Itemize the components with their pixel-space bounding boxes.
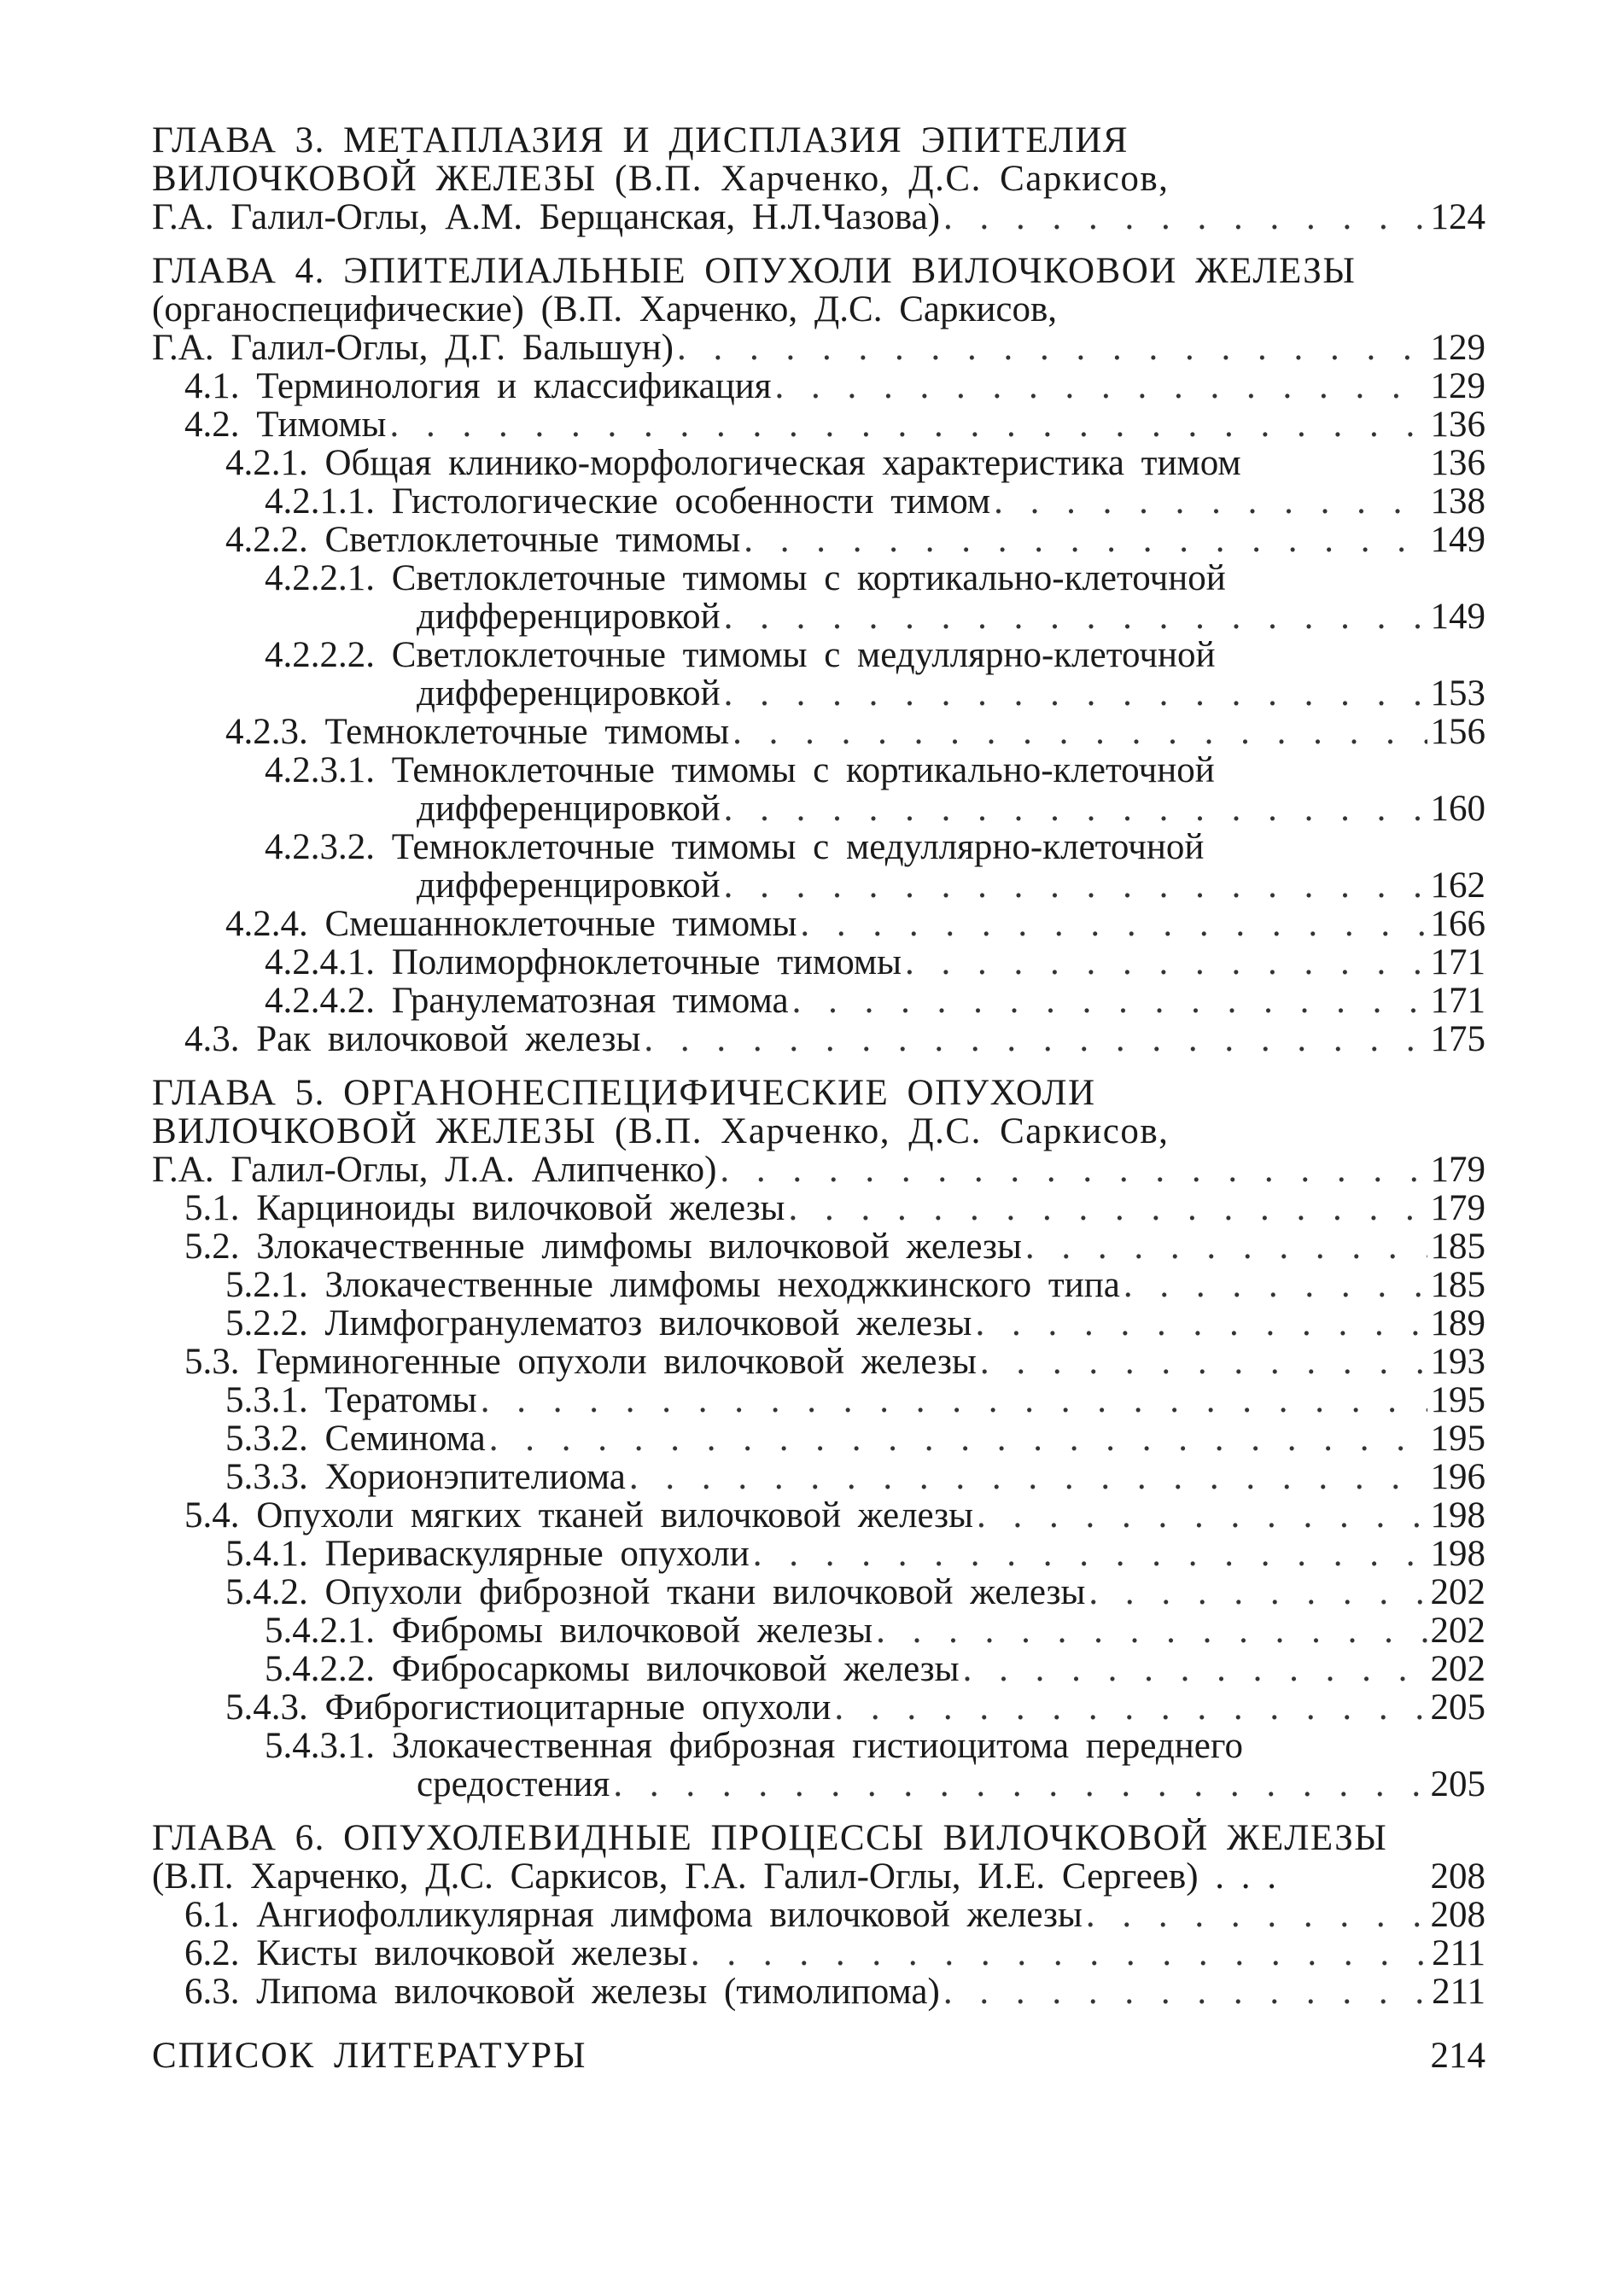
toc-entry-4-2-1 bbox=[152, 444, 1485, 482]
chapter-5-title-line-1: ГЛАВА 5. ОРГАНОНЕСПЕЦИФИЧЕСКИЕ ОПУХОЛИ bbox=[152, 1073, 1096, 1113]
toc-entry-page: 171 bbox=[1430, 981, 1485, 1021]
dot-leader bbox=[626, 1458, 1427, 1496]
dot-leader bbox=[721, 674, 1427, 713]
chapter-5-authors: Г.А. Галил-Оглы, Л.А. Алипченко) bbox=[152, 1150, 717, 1190]
toc-entry-4-2-2-1 bbox=[152, 597, 1485, 636]
toc-entry-4-2-2-2-text: 4.2.2.2. Светлоклеточные тимомы с медуллярно-клеточной bbox=[265, 635, 1216, 675]
chapter-6-title-line-1: ГЛАВА 6. ОПУХОЛЕВИДНЫЕ ПРОЦЕССЫ ВИЛОЧКОВОЙ ЖЕЛЕЗЫ bbox=[152, 1818, 1388, 1858]
table-of-contents bbox=[152, 121, 1485, 2075]
toc-entry-page: 196 bbox=[1430, 1457, 1485, 1497]
dot-leader bbox=[1120, 1266, 1427, 1304]
toc-entry-6-1 bbox=[152, 1896, 1485, 1934]
toc-entry-page: 136 bbox=[1430, 443, 1485, 483]
dot-leader bbox=[785, 1189, 1427, 1227]
toc-entry-5-4-1 bbox=[152, 1535, 1485, 1573]
chapter-4-page-number: 129 bbox=[1430, 328, 1485, 368]
dot-leader bbox=[750, 1535, 1427, 1573]
chapter-4-authors-line bbox=[152, 329, 1485, 367]
toc-entry-5-3-3 bbox=[152, 1458, 1485, 1496]
toc-entry-page: 202 bbox=[1430, 1611, 1485, 1651]
dot-leader bbox=[797, 905, 1427, 943]
toc-entry-page: 175 bbox=[1430, 1019, 1485, 1059]
toc-entry-5-3 bbox=[152, 1343, 1485, 1381]
toc-entry-continuation: средостения bbox=[417, 1764, 610, 1804]
toc-entry-page: 193 bbox=[1430, 1342, 1485, 1382]
toc-entry-page: 208 bbox=[1430, 1895, 1485, 1935]
chapter-3-title-line-1: ГЛАВА 3. МЕТАПЛАЗИЯ И ДИСПЛАЗИЯ ЭПИТЕЛИЯ bbox=[152, 120, 1129, 160]
chapter-5-title-line-2: ВИЛОЧКОВОЙ ЖЕЛЕЗЫ (В.П. Харченко, Д.С. Саркисов, bbox=[152, 1111, 1170, 1151]
toc-entry-5-1 bbox=[152, 1189, 1485, 1227]
chapter-5-page-number: 179 bbox=[1430, 1150, 1485, 1190]
dot-leader bbox=[477, 1381, 1427, 1419]
toc-entry-text: 6.2. Кисты вилочковой железы bbox=[184, 1933, 687, 1973]
dot-leader bbox=[386, 405, 1427, 444]
dot-leader bbox=[687, 1934, 1428, 1973]
toc-entry-5-4-3-1 bbox=[152, 1765, 1485, 1804]
toc-entry-continuation: дифференцировкой bbox=[417, 789, 721, 829]
dot-leader bbox=[640, 1020, 1427, 1058]
toc-entry-page: 202 bbox=[1430, 1649, 1485, 1689]
toc-entry-text: 5.3.1. Тератомы bbox=[225, 1380, 477, 1420]
toc-entry-5-2-2 bbox=[152, 1304, 1485, 1343]
toc-entry-page: 160 bbox=[1430, 789, 1485, 829]
chapter-3-authors-line bbox=[152, 198, 1485, 236]
toc-entry-4-2-3 bbox=[152, 713, 1485, 751]
dot-leader bbox=[960, 1650, 1427, 1688]
chapter-5-entry bbox=[152, 1074, 1485, 1804]
toc-entry-text: 5.3.2. Семинома bbox=[225, 1419, 486, 1459]
toc-entry-4-2-4-1 bbox=[152, 943, 1485, 982]
toc-entry-5-2 bbox=[152, 1227, 1485, 1266]
toc-entry-page: 129 bbox=[1430, 366, 1485, 406]
toc-entry-5-2-1 bbox=[152, 1266, 1485, 1304]
chapter-4-title-line-1: ГЛАВА 4. ЭПИТЕЛИАЛЬНЫЕ ОПУХОЛИ ВИЛОЧКОВОИ ЖЕЛЕЗЫ bbox=[152, 251, 1357, 291]
toc-entry-page: 189 bbox=[1430, 1303, 1485, 1343]
toc-entry-4-2 bbox=[152, 405, 1485, 444]
toc-entry-page: 185 bbox=[1430, 1227, 1485, 1267]
chapter-3-entry bbox=[152, 121, 1485, 236]
toc-entry-text: 5.4.1. Периваскулярные опухоли bbox=[225, 1534, 750, 1574]
dot-leader bbox=[721, 790, 1427, 828]
toc-entry-text: 5.1. Карциноиды вилочковой железы bbox=[184, 1188, 785, 1228]
toc-entry-5-3-1 bbox=[152, 1381, 1485, 1419]
chapter-4-title-line-2: (органоспецифические) (В.П. Харченко, Д.С. Саркисов, bbox=[152, 289, 1058, 329]
references-page-number: 214 bbox=[1430, 2036, 1485, 2076]
toc-entry-4-2-3-1 bbox=[152, 790, 1485, 828]
dot-leader bbox=[977, 1343, 1427, 1381]
chapter-3-title-line-2: ВИЛОЧКОВОЙ ЖЕЛЕЗЫ (В.П. Харченко, Д.С. Саркисов, bbox=[152, 159, 1170, 199]
dot-leader bbox=[721, 866, 1427, 905]
toc-entry-5-4-3-1-text: 5.4.3.1. Злокачественная фиброзная гистиоцитома переднего bbox=[265, 1726, 1243, 1766]
dot-leader bbox=[873, 1611, 1427, 1650]
toc-entry-5-4-2-1 bbox=[152, 1611, 1485, 1650]
toc-entry-text: 5.4.2.1. Фибромы вилочковой железы bbox=[265, 1611, 873, 1651]
toc-entry-6-2 bbox=[152, 1934, 1485, 1973]
dot-leader bbox=[486, 1419, 1427, 1458]
toc-entry-page: 185 bbox=[1430, 1265, 1485, 1305]
toc-entry-4-2-2 bbox=[152, 521, 1485, 559]
toc-entry-4-2-3-1-text: 4.2.3.1. Темноклеточные тимомы с кортикально-клеточной bbox=[265, 750, 1215, 790]
toc-entry-text: 5.3.3. Хорионэпителиома bbox=[225, 1457, 626, 1497]
toc-entry-text: 5.4. Опухоли мягких тканей вилочковой железы bbox=[184, 1495, 974, 1536]
chapter-5-authors-line bbox=[152, 1151, 1485, 1189]
toc-entry-text: 5.2. Злокачественные лимфомы вилочковой железы bbox=[184, 1227, 1022, 1267]
toc-entry-text: 4.2.4. Смешанноклеточные тимомы bbox=[225, 904, 797, 944]
toc-entry-continuation: дифференцировкой bbox=[417, 597, 721, 637]
dot-leader bbox=[721, 597, 1427, 636]
dot-leader bbox=[789, 982, 1427, 1020]
dot-leader bbox=[940, 1973, 1428, 2011]
toc-entry-page: 198 bbox=[1430, 1495, 1485, 1536]
toc-entry-page: 149 bbox=[1430, 597, 1485, 637]
toc-entry-text: 4.2.2. Светлоклеточные тимомы bbox=[225, 520, 741, 560]
toc-entry-page: 171 bbox=[1430, 942, 1485, 982]
toc-entry-page: 153 bbox=[1430, 673, 1485, 714]
dot-leader bbox=[831, 1688, 1427, 1727]
chapter-6-authors-line bbox=[152, 1857, 1485, 1896]
dot-leader bbox=[940, 198, 1427, 236]
toc-entry-4-2-4 bbox=[152, 905, 1485, 943]
toc-entry-text: 4.2.1. Общая клинико-морфологическая характеристика тимом bbox=[225, 443, 1241, 483]
dot-leader bbox=[674, 329, 1427, 367]
toc-entry-text: 5.4.2. Опухоли фиброзной ткани вилочковой железы bbox=[225, 1572, 1086, 1612]
toc-entry-6-3 bbox=[152, 1973, 1485, 2011]
toc-entry-text: 5.4.2.2. Фибросаркомы вилочковой железы bbox=[265, 1649, 960, 1689]
toc-entry-text: 4.1. Терминология и классификация bbox=[184, 366, 772, 406]
toc-entry-4-1 bbox=[152, 367, 1485, 405]
toc-entry-page: 202 bbox=[1430, 1572, 1485, 1612]
toc-entry-text: 4.2.1.1. Гистологические особенности тимом bbox=[265, 481, 991, 522]
dot-leader bbox=[990, 482, 1427, 521]
toc-entry-text: 5.3. Герминогенные опухоли вилочковой железы bbox=[184, 1342, 977, 1382]
references-title: СПИСОК ЛИТЕРАТУРЫ bbox=[152, 2036, 587, 2076]
toc-entry-text: 4.2.3. Темноклеточные тимомы bbox=[225, 712, 730, 752]
toc-entry-page: 211 bbox=[1432, 1972, 1485, 2012]
toc-entry-4-2-2-2 bbox=[152, 674, 1485, 713]
toc-entry-4-2-1-1 bbox=[152, 482, 1485, 521]
chapter-6-entry bbox=[152, 1819, 1485, 2011]
toc-entry-page: 211 bbox=[1432, 1933, 1485, 1973]
toc-entry-text: 5.2.1. Злокачественные лимфомы неходжкинского типа bbox=[225, 1265, 1120, 1305]
toc-entry-text: 4.2.4.1. Полиморфноклеточные тимомы bbox=[265, 942, 902, 982]
toc-entry-page: 205 bbox=[1430, 1764, 1485, 1804]
toc-entry-continuation: дифференцировкой bbox=[417, 865, 721, 906]
toc-entry-page: 136 bbox=[1430, 405, 1485, 445]
chapter-6-authors: (В.П. Харченко, Д.С. Саркисов, Г.А. Галил-Оглы, И.Е. Сергеев) . . . bbox=[152, 1856, 1277, 1897]
toc-entry-continuation: дифференцировкой bbox=[417, 673, 721, 714]
toc-entry-4-3 bbox=[152, 1020, 1485, 1058]
references-entry bbox=[152, 2037, 1485, 2075]
toc-entry-page: 205 bbox=[1430, 1687, 1485, 1728]
toc-entry-4-2-3-2 bbox=[152, 866, 1485, 905]
toc-entry-4-2-4-2 bbox=[152, 982, 1485, 1020]
toc-entry-5-4-2-2 bbox=[152, 1650, 1485, 1688]
toc-entry-text: 6.1. Ангиофолликулярная лимфома вилочковой железы bbox=[184, 1895, 1083, 1935]
toc-entry-5-3-2 bbox=[152, 1419, 1485, 1458]
chapter-4-authors: Г.А. Галил-Оглы, Д.Г. Бальшун) bbox=[152, 328, 674, 368]
dot-leader bbox=[1085, 1573, 1427, 1611]
toc-entry-5-4-2 bbox=[152, 1573, 1485, 1611]
toc-entry-page: 156 bbox=[1430, 712, 1485, 752]
toc-entry-page: 166 bbox=[1430, 904, 1485, 944]
toc-entry-page: 179 bbox=[1430, 1188, 1485, 1228]
dot-leader bbox=[902, 943, 1427, 982]
toc-entry-text: 4.3. Рак вилочковой железы bbox=[184, 1019, 641, 1059]
toc-entry-page: 195 bbox=[1430, 1419, 1485, 1459]
dot-leader bbox=[1022, 1227, 1427, 1266]
toc-entry-page: 198 bbox=[1430, 1534, 1485, 1574]
dot-leader bbox=[1083, 1896, 1427, 1934]
dot-leader bbox=[740, 521, 1427, 559]
dot-leader bbox=[973, 1496, 1427, 1535]
toc-entry-page: 162 bbox=[1430, 865, 1485, 906]
chapter-6-page-number: 208 bbox=[1430, 1856, 1485, 1897]
toc-entry-4-2-2-1-text: 4.2.2.1. Светлоклеточные тимомы с кортикально-клеточной bbox=[265, 558, 1226, 598]
toc-entry-text: 5.2.2. Лимфогранулематоз вилочковой железы bbox=[225, 1303, 972, 1343]
toc-entry-text: 5.4.3. Фиброгистиоцитарные опухоли bbox=[225, 1687, 832, 1728]
chapter-4-entry bbox=[152, 252, 1485, 1058]
toc-entry-text: 4.2. Тимомы bbox=[184, 405, 387, 445]
toc-entry-page: 149 bbox=[1430, 520, 1485, 560]
dot-leader bbox=[716, 1151, 1427, 1189]
toc-entry-text: 6.3. Липома вилочковой железы (тимолипома) bbox=[184, 1972, 940, 2012]
toc-entry-5-4 bbox=[152, 1496, 1485, 1535]
dot-leader bbox=[972, 1304, 1427, 1343]
toc-entry-5-4-3 bbox=[152, 1688, 1485, 1727]
toc-entry-page: 195 bbox=[1430, 1380, 1485, 1420]
dot-leader bbox=[772, 367, 1427, 405]
toc-entry-text: 4.2.4.2. Гранулематозная тимома bbox=[265, 981, 789, 1021]
dot-leader bbox=[610, 1765, 1427, 1804]
toc-entry-page: 138 bbox=[1430, 481, 1485, 522]
dot-leader bbox=[729, 713, 1427, 751]
chapter-3-authors: Г.А. Галил-Оглы, А.М. Берщанская, Н.Л.Чазова) bbox=[152, 197, 941, 237]
toc-entry-4-2-3-2-text: 4.2.3.2. Темноклеточные тимомы с медуллярно-клеточной bbox=[265, 827, 1205, 867]
chapter-3-page-number: 124 bbox=[1430, 197, 1485, 237]
